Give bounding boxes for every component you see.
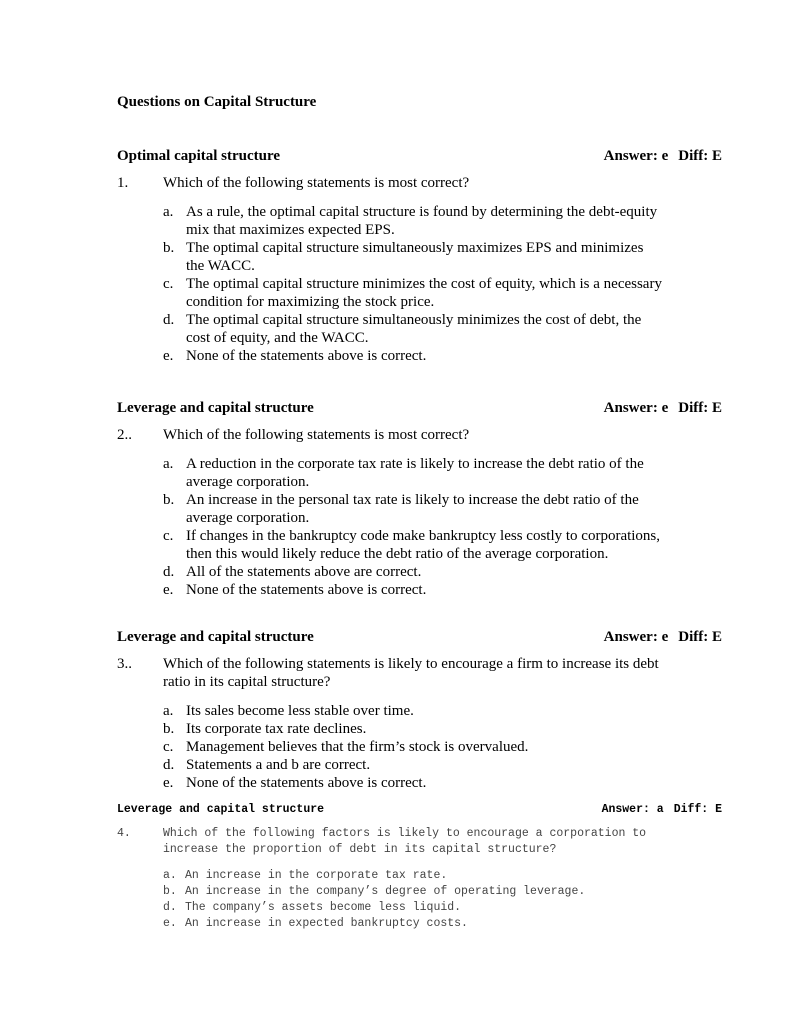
question-meta (604, 147, 722, 165)
question-topic: Leverage and capital structure (117, 629, 314, 645)
option-text: A reduction in the corporate tax rate is likely to increase the debt ratio of the average corporation. (186, 456, 644, 490)
question-stem: Which of the following factors is likely to encourage a corporation to increase the proportion of debt in its capital structure? (163, 827, 647, 856)
question-4-options (163, 868, 683, 932)
option-text: If changes in the bankruptcy code make bankruptcy less costly to corporations, then this would likely reduce the debt ratio of the average corporation. (186, 528, 661, 562)
option-item (163, 527, 663, 563)
option-item (163, 203, 663, 239)
question-topic: Optimal capital structure (117, 148, 281, 164)
option-letter: a. (163, 204, 174, 220)
option-item (163, 756, 663, 774)
question-meta (602, 803, 722, 817)
option-letter: b. (163, 240, 175, 256)
question-2-header (117, 399, 722, 417)
option-item (163, 491, 663, 527)
question-topic: Leverage and capital structure (117, 803, 325, 816)
option-item (163, 311, 663, 347)
option-text: An increase in the personal tax rate is likely to increase the debt ratio of the average corporation. (186, 492, 639, 526)
question-number: 3.. (117, 656, 132, 672)
question-1 (117, 174, 677, 192)
question-meta (604, 628, 722, 646)
question-number: 1. (117, 175, 129, 191)
option-item (163, 239, 663, 275)
question-1-options (163, 203, 663, 365)
option-letter: b. (163, 885, 177, 898)
question-4 (117, 826, 697, 858)
option-letter: c. (163, 528, 174, 544)
option-item (163, 868, 683, 884)
option-text: None of the statements above is correct. (186, 348, 427, 364)
option-letter: a. (163, 869, 177, 882)
option-letter: a. (163, 703, 174, 719)
option-text: An increase in the corporate tax rate. (185, 869, 448, 882)
question-3 (117, 655, 677, 691)
question-stem: Which of the following statements is most correct? (163, 427, 470, 443)
difficulty: Diff: E (673, 803, 722, 816)
option-item (163, 884, 683, 900)
option-letter: d. (163, 901, 177, 914)
option-text: The optimal capital structure simultaneously maximizes EPS and minimizes the WACC. (186, 240, 644, 274)
option-item (163, 916, 683, 932)
option-text: None of the statements above is correct. (186, 775, 427, 791)
option-letter: e. (163, 348, 174, 364)
answer-key: Answer: e (603, 148, 669, 164)
option-letter: d. (163, 564, 175, 580)
option-letter: d. (163, 757, 175, 773)
answer-key: Answer: e (603, 629, 669, 645)
question-meta (604, 399, 722, 417)
question-4-header (117, 803, 722, 817)
option-text: Its corporate tax rate declines. (186, 721, 367, 737)
option-text: An increase in expected bankruptcy costs. (185, 917, 468, 930)
question-2-options (163, 455, 663, 599)
option-letter: e. (163, 917, 177, 930)
option-text: The optimal capital structure simultaneously minimizes the cost of debt, the cost of equity, and the WACC. (186, 312, 642, 346)
option-text: As a rule, the optimal capital structure is found by determining the debt-equity mix that maximizes expected EPS. (186, 204, 658, 238)
question-stem: Which of the following statements is most correct? (163, 175, 470, 191)
question-3-header (117, 628, 722, 646)
question-2 (117, 426, 677, 444)
option-item (163, 900, 683, 916)
option-text: An increase in the company’s degree of operating leverage. (185, 885, 586, 898)
option-item (163, 563, 663, 581)
question-stem: Which of the following statements is likely to encourage a firm to increase its debt ratio in its capital structure? (163, 656, 659, 690)
option-letter: c. (163, 739, 174, 755)
question-1-header (117, 147, 722, 165)
option-item (163, 702, 663, 720)
option-text: All of the statements above are correct. (186, 564, 422, 580)
option-text: Its sales become less stable over time. (186, 703, 414, 719)
option-item (163, 455, 663, 491)
option-text: Statements a and b are correct. (186, 757, 371, 773)
difficulty: Diff: E (678, 148, 722, 164)
option-text: None of the statements above is correct. (186, 582, 427, 598)
option-item (163, 347, 663, 365)
option-item (163, 275, 663, 311)
option-item (163, 720, 663, 738)
option-item (163, 581, 663, 599)
option-letter: b. (163, 721, 175, 737)
difficulty: Diff: E (678, 629, 722, 645)
option-item (163, 774, 663, 792)
option-text: The optimal capital structure minimizes the cost of equity, which is a necessary condition for maximizing the stock price. (186, 276, 662, 310)
difficulty: Diff: E (678, 400, 722, 416)
question-3-options (163, 702, 663, 792)
question-number: 4. (117, 827, 131, 840)
answer-key: Answer: e (603, 400, 669, 416)
option-text: Management believes that the firm’s stock is overvalued. (186, 739, 529, 755)
option-item (163, 738, 663, 756)
option-letter: c. (163, 276, 174, 292)
option-letter: e. (163, 582, 174, 598)
page-title: Questions on Capital Structure (117, 94, 317, 110)
option-letter: a. (163, 456, 174, 472)
answer-key: Answer: a (601, 803, 664, 816)
question-number: 2.. (117, 427, 132, 443)
question-topic: Leverage and capital structure (117, 400, 314, 416)
option-letter: d. (163, 312, 175, 328)
option-letter: e. (163, 775, 174, 791)
option-text: The company’s assets become less liquid. (185, 901, 462, 914)
option-letter: b. (163, 492, 175, 508)
